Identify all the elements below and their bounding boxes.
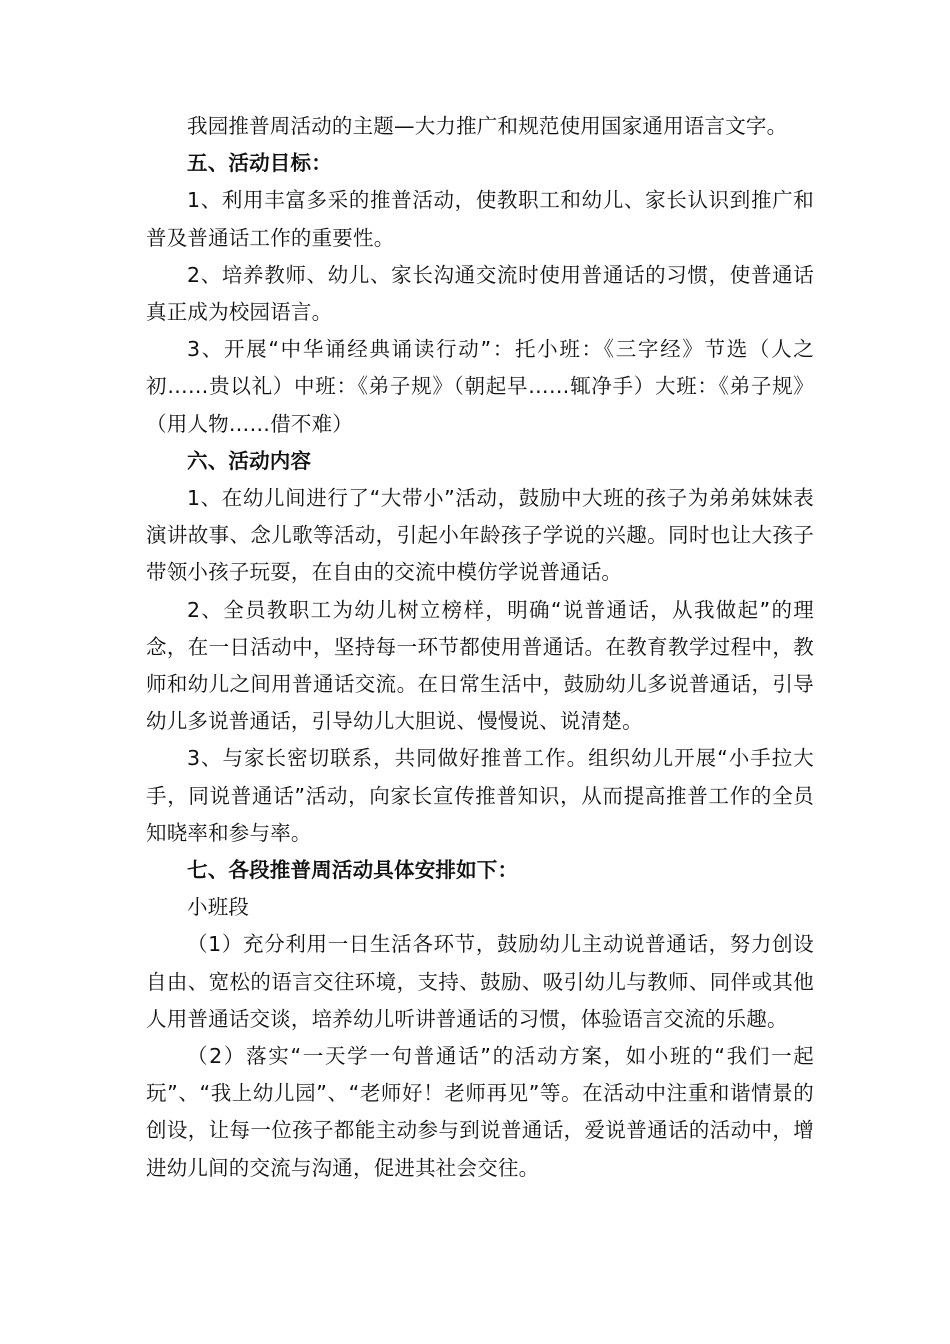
paragraph-content-1: 1、在幼儿间进行了“大带小”活动，鼓励中大班的孩子为弟弟妹妹表演讲故事、念儿歌等活动，引起小年龄孩子学说的兴趣。同时也让大孩子带领小孩子玩耍，在自由的交流中模仿学说普通话。 (146, 486, 814, 585)
paragraph-content-3: 3、与家长密切联系，共同做好推普工作。组织幼儿开展“小手拉大手，同说普通话”活动，向家长宣传推普知识，从而提高推普工作的全员知晓率和参与率。 (146, 746, 814, 845)
paragraph-content-2: 2、全员教职工为幼儿树立榜样，明确“说普通话，从我做起”的理念，在一日活动中，坚持每一环节都使用普通话。在教育教学过程中，教师和幼儿之间用普通话交流。在日常生活中，鼓励幼儿多说普通话，引导幼儿多说普通话，引导幼儿大胆说、慢慢说、说清楚。 (146, 597, 814, 734)
paragraph-small-class-2: （2）落实“一天学一句普通话”的活动方案，如小班的“我们一起玩”、“我上幼儿园”、“老师好！老师再见”等。在活动中注重和谐情景的创设，让每一位孩子都能主动参与到说普通话，爱说普通话的活动中，增进幼儿间的交流与沟通，促进其社会交往。 (146, 1044, 814, 1180)
heading-activity-goals: 五、活动目标： (187, 151, 332, 176)
heading-activity-content: 六、活动内容 (187, 448, 312, 473)
paragraph-goal-1: 1、利用丰富多采的推普活动，使教职工和幼儿、家长认识到推广和普及普通话工作的重要性。 (146, 188, 814, 250)
paragraph-goal-2: 2、培养教师、幼儿、家长沟通交流时使用普通话的习惯，使普通话真正成为校园语言。 (146, 262, 814, 325)
paragraph-theme: 我园推普周活动的主题—大力推广和规范使用国家通用语言文字。 (187, 114, 788, 138)
section-label-small-class: 小班段 (187, 895, 250, 920)
document-body (146, 108, 814, 1187)
paragraph-small-class-1: （1）充分利用一日生活各环节，鼓励幼儿主动说普通话，努力创设自由、宽松的语言交往环境，支持、鼓励、吸引幼儿与教师、同伴或其他人用普通话交谈，培养幼儿听讲普通话的习惯，体验语言交流的乐趣。 (146, 932, 814, 1031)
heading-schedule: 七、各段推普周活动具体安排如下： (187, 858, 519, 883)
paragraph-goal-3: 3、开展“中华诵经典诵读行动”：托小班：《三字经》节选（人之初……贵以礼）中班：《弟子规》（朝起早……辄净手）大班：《弟子规》（用人物……借不难） (146, 337, 814, 436)
